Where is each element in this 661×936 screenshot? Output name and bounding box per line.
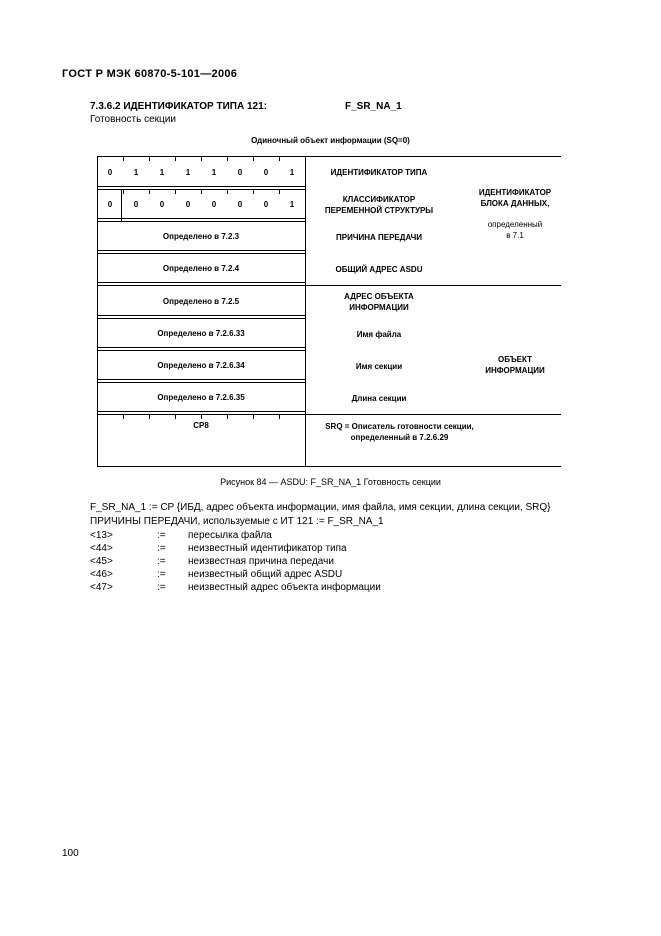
- row-separator-double: [97, 186, 305, 187]
- defined-in-label: Определено в 7.2.3: [162, 232, 240, 241]
- srq-label: SRQ = Описатель готовности секции, определенный в 7.2.6.29: [325, 422, 474, 442]
- cause-code: <13>: [90, 530, 113, 541]
- vsq-bit: 0: [185, 200, 191, 209]
- section-title: 7.3.6.2 ИДЕНТИФИКАТОР ТИПА 121:: [90, 101, 267, 112]
- cause-text: неизвестный идентификатор типа: [188, 543, 347, 554]
- dui-group-note: определенный в 7.1: [487, 220, 543, 240]
- cause-text: неизвестная причина передачи: [188, 556, 334, 567]
- page-number: 100: [62, 848, 79, 859]
- causes-heading: ПРИЧИНЫ ПЕРЕДАЧИ, используемые с ИТ 121 := F_SR_NA_1: [90, 516, 384, 527]
- vsq-bit: 0: [133, 200, 139, 209]
- field-name-label: Имя файла: [356, 329, 402, 339]
- cause-code: <46>: [90, 569, 113, 580]
- vsq-bit: 0: [237, 200, 243, 209]
- row-separator-double: [97, 218, 305, 219]
- field-name-label: Имя секции: [355, 361, 403, 371]
- bit-tick: [175, 157, 176, 161]
- figure-bottom-border: [97, 466, 561, 467]
- dui-group-label: ИДЕНТИФИКАТОР БЛОКА ДАННЫХ,: [478, 188, 552, 208]
- defined-in-label: Определено в 7.2.6.33: [157, 329, 245, 338]
- cause-operator: :=: [157, 530, 166, 541]
- field-name-label: АДРЕС ОБЪЕКТА ИНФОРМАЦИИ: [344, 291, 414, 312]
- field-name-label: КЛАССИФИКАТОР ПЕРЕМЕННОЙ СТРУКТУРЫ: [324, 195, 434, 215]
- bit-tick: [227, 415, 228, 419]
- cause-code: <45>: [90, 556, 113, 567]
- field-name-label: Длина секции: [351, 393, 407, 403]
- bit-tick: [227, 157, 228, 161]
- cause-code: <47>: [90, 582, 113, 593]
- definition-line: F_SR_NA_1 := CP {ИБД, адрес объекта информации, имя файла, имя секции, длина секции, SRQ}: [90, 502, 551, 513]
- bit-tick: [149, 190, 150, 194]
- bit-tick: [279, 157, 280, 161]
- defined-in-label: Определено в 7.2.5: [162, 296, 240, 306]
- group-separator: [305, 414, 561, 415]
- bit-tick: [149, 415, 150, 419]
- vsq-bit: 0: [107, 200, 113, 209]
- vsq-bit: 1: [289, 200, 295, 209]
- object-group-label: ОБЪЕКТ ИНФОРМАЦИИ: [485, 355, 545, 375]
- field-name-label: ИДЕНТИФИКАТОР ТИПА: [330, 168, 428, 177]
- bit-tick: [201, 190, 202, 194]
- vsq-bit: 0: [211, 200, 217, 209]
- type-id-bit: 0: [107, 167, 113, 177]
- figure-title: Одиночный объект информации (SQ=0): [251, 136, 410, 145]
- bit-cell-separator: [121, 189, 122, 221]
- type-id-bit: 1: [211, 167, 217, 177]
- cause-text: неизвестный общий адрес ASDU: [188, 569, 343, 580]
- type-id-bit: 0: [237, 167, 243, 177]
- cause-operator: :=: [157, 543, 166, 554]
- type-id-bit: 0: [263, 167, 269, 177]
- bit-tick: [175, 190, 176, 194]
- bit-tick: [253, 157, 254, 161]
- bit-tick: [175, 415, 176, 419]
- bit-tick: [149, 157, 150, 161]
- bit-tick: [201, 157, 202, 161]
- type-id-bit: 1: [133, 167, 139, 177]
- type-id-bit: 1: [159, 167, 165, 177]
- document-header: ГОСТ Р МЭК 60870-5-101—2006: [62, 68, 238, 80]
- section-subtitle: Готовность секции: [90, 114, 176, 125]
- bit-tick: [123, 415, 124, 419]
- bit-tick: [227, 190, 228, 194]
- vsq-bit: 0: [159, 200, 165, 209]
- cause-operator: :=: [157, 582, 166, 593]
- cause-text: пересылка файла: [188, 530, 272, 541]
- bit-tick: [123, 190, 124, 194]
- bit-tick: [253, 415, 254, 419]
- bit-tick: [279, 415, 280, 419]
- cause-text: неизвестный адрес объекта информации: [188, 582, 381, 593]
- type-id-bit: 1: [289, 167, 295, 177]
- bit-tick: [201, 415, 202, 419]
- figure-caption: Рисунок 84 — ASDU: F_SR_NA_1 Готовность секции: [220, 477, 441, 487]
- defined-in-label: Определено в 7.2.4: [162, 264, 240, 273]
- vsq-bit: 0: [263, 200, 269, 209]
- cause-code: <44>: [90, 543, 113, 554]
- bit-tick: [253, 190, 254, 194]
- type-id-bit: 1: [185, 167, 191, 177]
- cp8-label: CP8: [193, 421, 209, 430]
- defined-in-label: Определено в 7.2.6.34: [157, 361, 245, 370]
- cause-operator: :=: [157, 556, 166, 567]
- bit-tick: [279, 190, 280, 194]
- defined-in-label: Определено в 7.2.6.35: [157, 393, 245, 402]
- type-name: F_SR_NA_1: [345, 101, 402, 112]
- bit-tick: [123, 157, 124, 161]
- cause-operator: :=: [157, 569, 166, 580]
- field-name-label: ОБЩИЙ АДРЕС ASDU: [335, 264, 423, 274]
- field-name-label: ПРИЧИНА ПЕРЕДАЧИ: [336, 232, 422, 242]
